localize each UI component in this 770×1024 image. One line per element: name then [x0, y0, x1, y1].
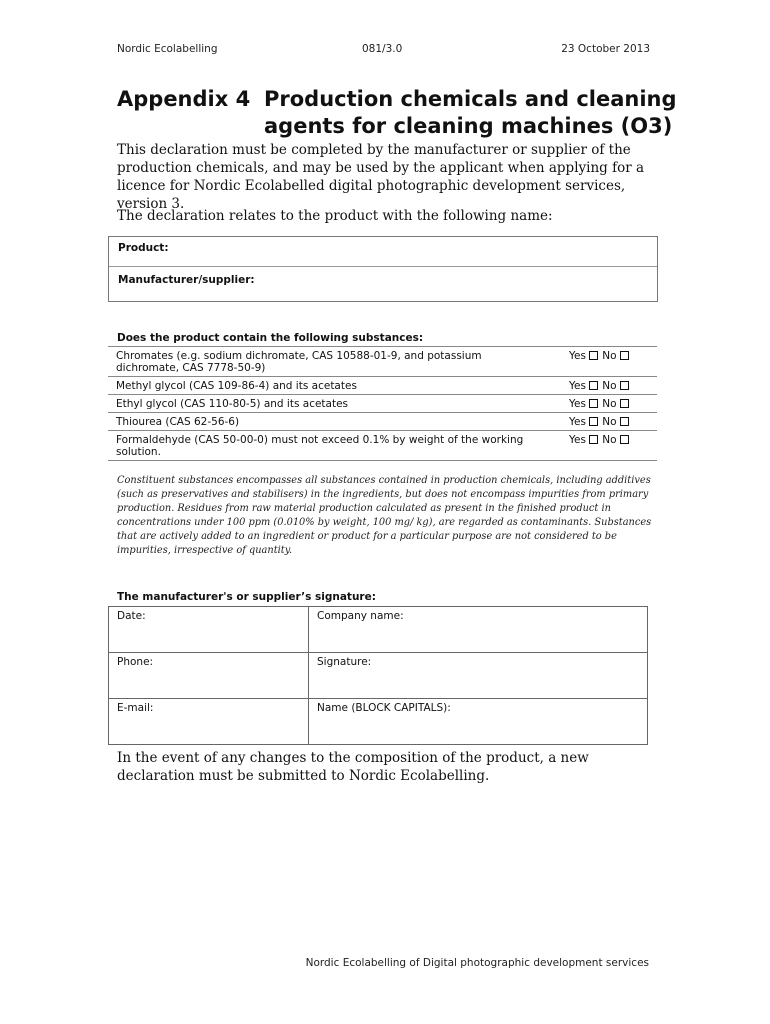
yes-checkbox[interactable]: [589, 399, 598, 408]
phone-field[interactable]: Phone:: [109, 653, 309, 699]
substance-name: Thiourea (CAS 62-56-6): [108, 413, 555, 431]
yes-no-cell: [555, 395, 657, 413]
substances-table: [108, 346, 657, 461]
no-label: No: [602, 350, 617, 362]
signature-title: The manufacturer's or supplier’s signature:: [117, 591, 376, 603]
substance-name: Methyl glycol (CAS 109-86-4) and its acetates: [108, 377, 555, 395]
intro-paragraph: This declaration must be completed by the manufacturer or supplier of the production chemicals, and may be used by the applicant when applying for a licence for Nordic Ecolabelled digital photographic development services, version 3.: [117, 142, 645, 212]
email-field[interactable]: E-mail:: [109, 699, 309, 745]
substance-row: [108, 395, 657, 413]
yes-label: Yes: [569, 416, 586, 428]
substance-name: Formaldehyde (CAS 50-00-0) must not exceed 0.1% by weight of the working solution.: [108, 431, 555, 461]
no-label: No: [602, 380, 617, 392]
yes-no-cell: [555, 431, 657, 461]
company-name-field[interactable]: Company name:: [309, 607, 648, 653]
no-label: No: [602, 416, 617, 428]
no-checkbox[interactable]: [620, 351, 629, 360]
no-label: No: [602, 434, 617, 446]
yes-checkbox[interactable]: [589, 435, 598, 444]
yes-checkbox[interactable]: [589, 351, 598, 360]
appendix-label: Appendix 4: [117, 87, 251, 111]
no-checkbox[interactable]: [620, 381, 629, 390]
substances-title: Does the product contain the following substances:: [117, 332, 424, 344]
yes-checkbox[interactable]: [589, 417, 598, 426]
signature-field[interactable]: Signature:: [309, 653, 648, 699]
no-label: No: [602, 398, 617, 410]
yes-no-cell: [555, 377, 657, 395]
substance-row: [108, 377, 657, 395]
substance-row: [108, 431, 657, 461]
signature-table: [108, 606, 648, 745]
yes-label: Yes: [569, 398, 586, 410]
header-org: Nordic Ecolabelling: [117, 43, 218, 55]
substance-name: Ethyl glycol (CAS 110-80-5) and its acetates: [108, 395, 555, 413]
no-checkbox[interactable]: [620, 417, 629, 426]
closing-paragraph: In the event of any changes to the composition of the product, a new declaration must be submitted to Nordic Ecolabelling.: [117, 750, 589, 784]
relates-paragraph: The declaration relates to the product with the following name:: [117, 208, 553, 224]
title-text: Production chemicals and cleaning agents for cleaning machines (O3): [264, 87, 677, 138]
block-capitals-name-field[interactable]: Name (BLOCK CAPITALS):: [309, 699, 648, 745]
product-box-divider: [109, 266, 657, 267]
yes-checkbox[interactable]: [589, 381, 598, 390]
yes-label: Yes: [569, 380, 586, 392]
yes-no-cell: [555, 347, 657, 377]
yes-label: Yes: [569, 434, 586, 446]
product-field[interactable]: Product:: [118, 242, 169, 254]
no-checkbox[interactable]: [620, 399, 629, 408]
yes-label: Yes: [569, 350, 586, 362]
substance-name: Chromates (e.g. sodium dichromate, CAS 10588-01-9, and potassium dichromate, CAS 7778-50-9): [108, 347, 555, 377]
date-field[interactable]: Date:: [109, 607, 309, 653]
manufacturer-field[interactable]: Manufacturer/supplier:: [118, 274, 255, 286]
no-checkbox[interactable]: [620, 435, 629, 444]
header-date: 23 October 2013: [561, 43, 650, 55]
footer-text: Nordic Ecolabelling of Digital photographic development services: [305, 957, 649, 969]
product-box: [108, 236, 658, 302]
yes-no-cell: [555, 413, 657, 431]
constituent-note: Constituent substances encompasses all substances contained in production chemicals, including additives (such as preservatives and stabilisers) in the ingredients, but does not encompass impurities from primary production. Residues from raw material production calculated as present in the finished product in concentrations under 100 ppm (0.010% by weight, 100 mg/ kg), are regarded as contaminants. Substances that are actively added to an ingredient or product for a particular purpose are not considered to be impurities, irrespective of quantity.: [117, 475, 652, 556]
substance-row: [108, 347, 657, 377]
substance-row: [108, 413, 657, 431]
header-doc-number: 081/3.0: [362, 43, 403, 55]
